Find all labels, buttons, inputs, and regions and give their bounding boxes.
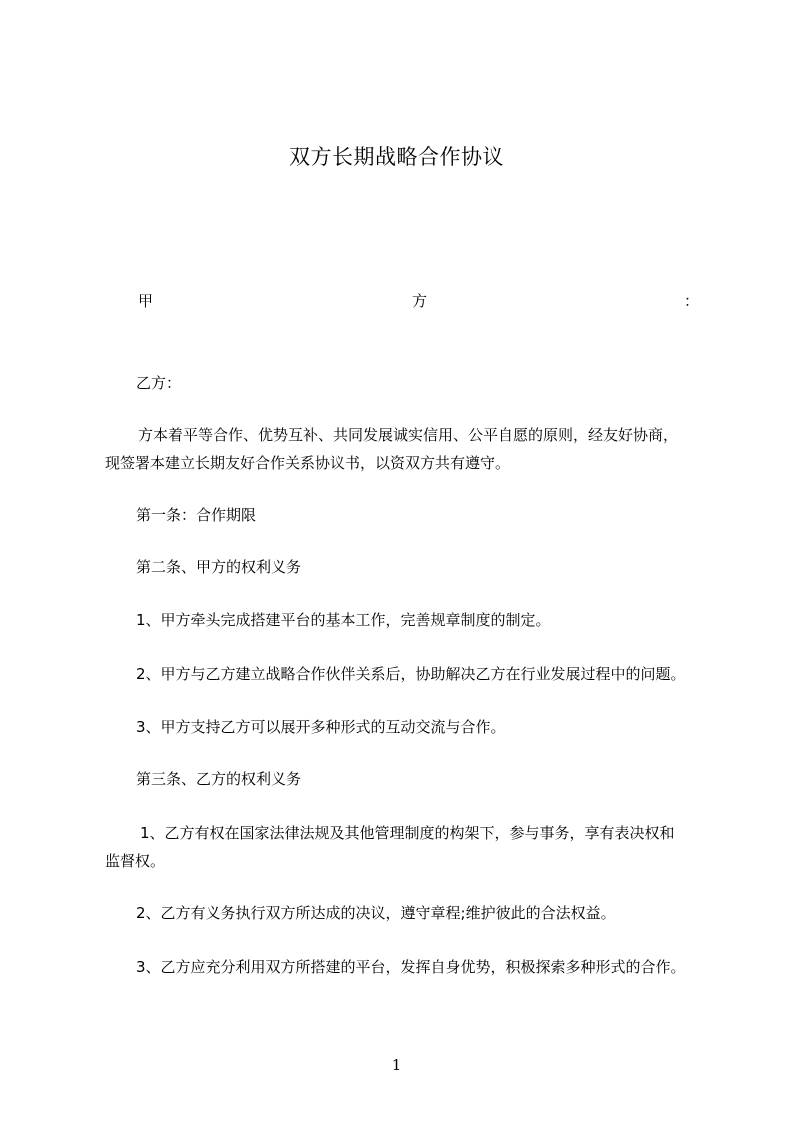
party-b-line: 乙方：	[136, 374, 182, 392]
article-3-item-1-line-1: 1、乙方有权在国家法律法规及其他管理制度的构架下，参与事务，享有表决权和	[140, 824, 675, 842]
article-2-item: 1、甲方牵头完成搭建平台的基本工作，完善规章制度的制定。	[136, 611, 551, 629]
article-3-item-1-line-2: 监督权。	[105, 852, 166, 870]
page-number: 1	[391, 1056, 402, 1074]
document-title: 双方长期战略合作协议	[289, 145, 504, 169]
preamble-line-2: 现签署本建立长期友好合作关系协议书，以资双方共有遵守。	[105, 454, 511, 472]
party-a-char-1: 甲	[138, 292, 154, 310]
article-3-heading: 第三条、乙方的权利义务	[136, 770, 302, 788]
party-a-char-2: 方	[412, 292, 428, 310]
preamble-line-1: 方本着平等合作、优势互补、共同发展诚实信用、公平自愿的原则，经友好协商，	[138, 426, 679, 444]
article-3-item: 2、乙方有义务执行双方所达成的决议，遵守章程;维护彼此的合法权益。	[136, 904, 616, 922]
article-2-item: 2、甲方与乙方建立战略合作伙伴关系后，协助解决乙方在行业发展过程中的问题。	[136, 665, 686, 683]
article-1-heading: 第一条：合作期限	[136, 506, 257, 524]
party-a-line	[138, 291, 700, 311]
party-a-colon: ：	[684, 292, 700, 310]
article-2-item: 3、甲方支持乙方可以展开多种形式的互动交流与合作。	[136, 718, 506, 736]
article-2-heading: 第二条、甲方的权利义务	[136, 558, 302, 576]
article-3-item: 3、乙方应充分利用双方所搭建的平台，发挥自身优势，积极探索多种形式的合作。	[136, 958, 686, 976]
